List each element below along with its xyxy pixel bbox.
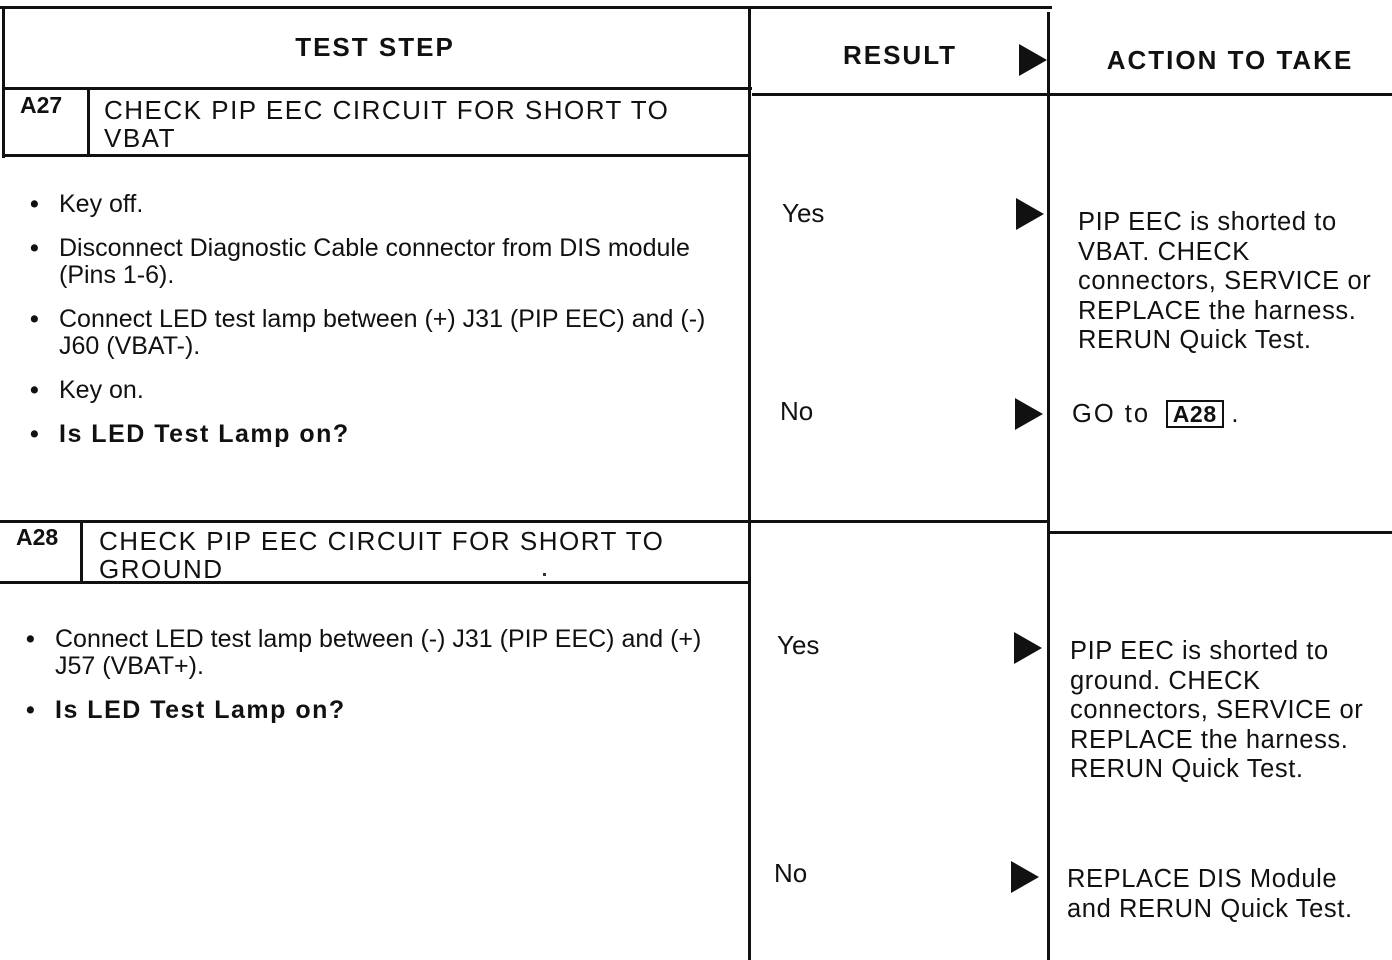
step-question: • Is LED Test Lamp on? (26, 421, 716, 448)
result-arrow-icon (1016, 198, 1044, 230)
result-arrow-icon (1014, 632, 1042, 664)
result-arrow-icon (1015, 398, 1043, 430)
step-title-a27: CHECK PIP EEC CIRCUIT FOR SHORT TO VBAT (104, 95, 670, 153)
header-result: RESULT (842, 40, 958, 70)
left-border (2, 6, 5, 158)
action-no-a27 (1072, 400, 1372, 430)
step-id-a27: A27 (20, 92, 63, 118)
instruction-item: • Connect LED test lamp between (+) J31 (PIP EEC) and (-) J60 (VBAT-). (26, 306, 716, 360)
section-divider-rule-right (1048, 531, 1392, 534)
table-top-rule (0, 6, 1052, 9)
step-id-a28: A28 (16, 524, 59, 550)
result-no-a27: No (780, 396, 814, 426)
result-yes-a28: Yes (777, 630, 820, 660)
step-title-a28: CHECK PIP EEC CIRCUIT FOR SHORT TO GROUND (99, 526, 665, 584)
a27-title-rule (2, 154, 750, 157)
header-action: ACTION TO TAKE (1106, 45, 1354, 75)
action-goto-suffix: . (1231, 400, 1240, 428)
action-yes-a28: PIP EEC is shorted to ground. CHECK connectors, SERVICE or REPLACE the harness. RERUN Quick Test. (1070, 637, 1364, 783)
result-arrow-icon (1011, 861, 1039, 893)
instruction-item: • Key on. (26, 377, 716, 404)
action-goto-text: GO to (1072, 400, 1151, 428)
result-no-a28: No (774, 858, 808, 888)
a28-id-divider (80, 522, 83, 584)
scan-speck (543, 573, 546, 576)
header-bottom-rule-right (752, 93, 1392, 96)
section-divider-rule (0, 520, 1048, 523)
instruction-item: • Connect LED test lamp between (-) J31 (PIP EEC) and (+) J57 (VBAT+). (22, 626, 712, 680)
instruction-item: • Disconnect Diagnostic Cable connector from DIS module (Pins 1-6). (26, 235, 716, 289)
step-question: • Is LED Test Lamp on? (22, 697, 712, 724)
header-arrow-icon (1019, 44, 1047, 76)
step-instructions-a28 (22, 626, 712, 741)
col-divider-result-action (1047, 12, 1050, 960)
instruction-item: • Key off. (26, 191, 716, 218)
result-yes-a27: Yes (782, 198, 825, 228)
header-bottom-rule (4, 87, 752, 90)
action-no-a28: REPLACE DIS Module and RERUN Quick Test. (1067, 865, 1353, 923)
a27-id-divider (87, 88, 90, 156)
col-divider-step-result (748, 8, 751, 960)
step-reference-box: A28 (1166, 400, 1224, 428)
step-instructions-a27 (26, 191, 716, 465)
header-test-step: TEST STEP (295, 32, 455, 62)
action-yes-a27: PIP EEC is shorted to VBAT. CHECK connectors, SERVICE or REPLACE the harness. RERUN Quick Test. (1078, 208, 1372, 354)
